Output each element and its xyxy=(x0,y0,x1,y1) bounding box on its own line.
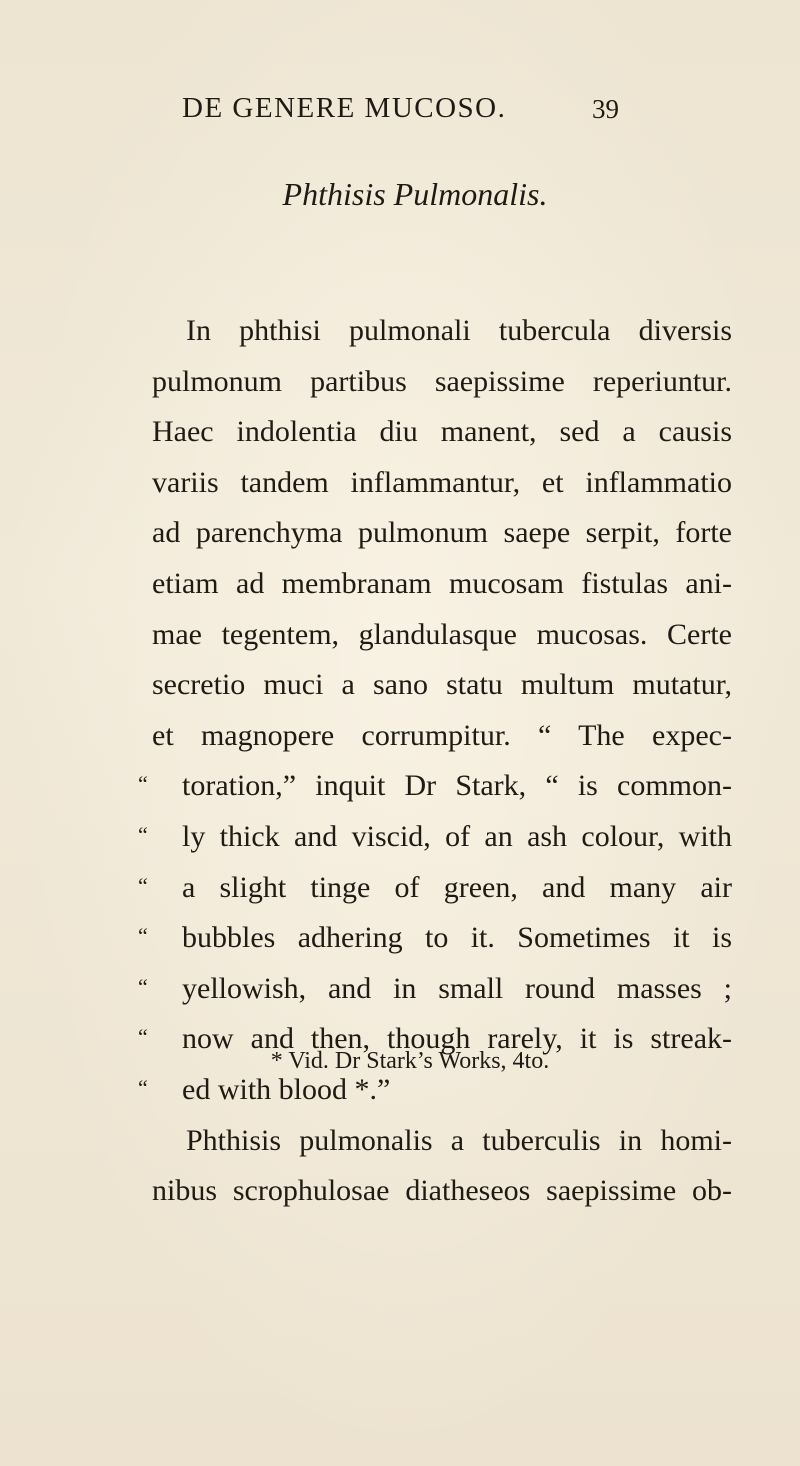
text-line: Phthisis pulmonalis a tuberculis in homi- xyxy=(186,1123,732,1157)
text-line: ed with blood *.” xyxy=(182,1072,391,1106)
quote-mark: “ xyxy=(138,1074,148,1100)
text-line: a slight tinge of green, and many air xyxy=(182,870,732,904)
quote-mark: “ xyxy=(138,771,148,797)
page-number: 39 xyxy=(592,94,619,124)
quoted-line xyxy=(138,812,732,863)
quote-mark: “ xyxy=(138,1024,148,1050)
text-line: toration,” inquit Dr Stark, “ is common- xyxy=(182,769,732,803)
text-line: secretio muci a sano statu multum mutatur, xyxy=(152,668,732,702)
running-title: DE GENERE MUCOSO. xyxy=(182,92,507,124)
text-line: pulmonum partibus saepissime reperiuntur. xyxy=(152,364,732,398)
text-line: yellowish, and in small round masses ; xyxy=(182,971,732,1005)
quoted-line xyxy=(138,761,732,812)
quoted-line xyxy=(138,964,732,1015)
text-line: In phthisi pulmonali tubercula diversis xyxy=(186,314,732,347)
quote-mark: “ xyxy=(138,872,148,898)
text-line: etiam ad membranam mucosam fistulas ani- xyxy=(152,566,732,600)
text-line: Haec indolentia diu manent, sed a causis xyxy=(152,415,732,449)
text-line: bubbles adhering to it. Sometimes it is xyxy=(182,921,732,955)
text-line: mae tegentem, glandulasque mucosas. Certe xyxy=(152,617,732,651)
text-line: nibus scrophulosae diatheseos saepissime ob- xyxy=(152,1174,732,1208)
quoted-line xyxy=(138,863,732,914)
quote-mark: “ xyxy=(138,923,148,949)
quoted-line xyxy=(138,913,732,964)
quote-mark: “ xyxy=(138,821,148,847)
body-text xyxy=(138,306,732,1217)
text-line: variis tandem inflammantur, et inflammatio xyxy=(152,465,732,499)
running-head xyxy=(0,92,800,132)
quote-mark: “ xyxy=(138,973,148,999)
text-line: now and then, though rarely, it is streak- xyxy=(182,1022,732,1056)
footnote: * Vid. Dr Stark’s Works, 4to. xyxy=(270,1048,550,1074)
text-line: ad parenchyma pulmonum saepe serpit, forte xyxy=(152,516,732,550)
text-line: ly thick and viscid, of an ash colour, with xyxy=(182,819,732,853)
text-line: et magnopere corrumpitur. “ The expec- xyxy=(152,718,732,752)
section-title: Phthisis Pulmonalis. xyxy=(282,176,548,212)
